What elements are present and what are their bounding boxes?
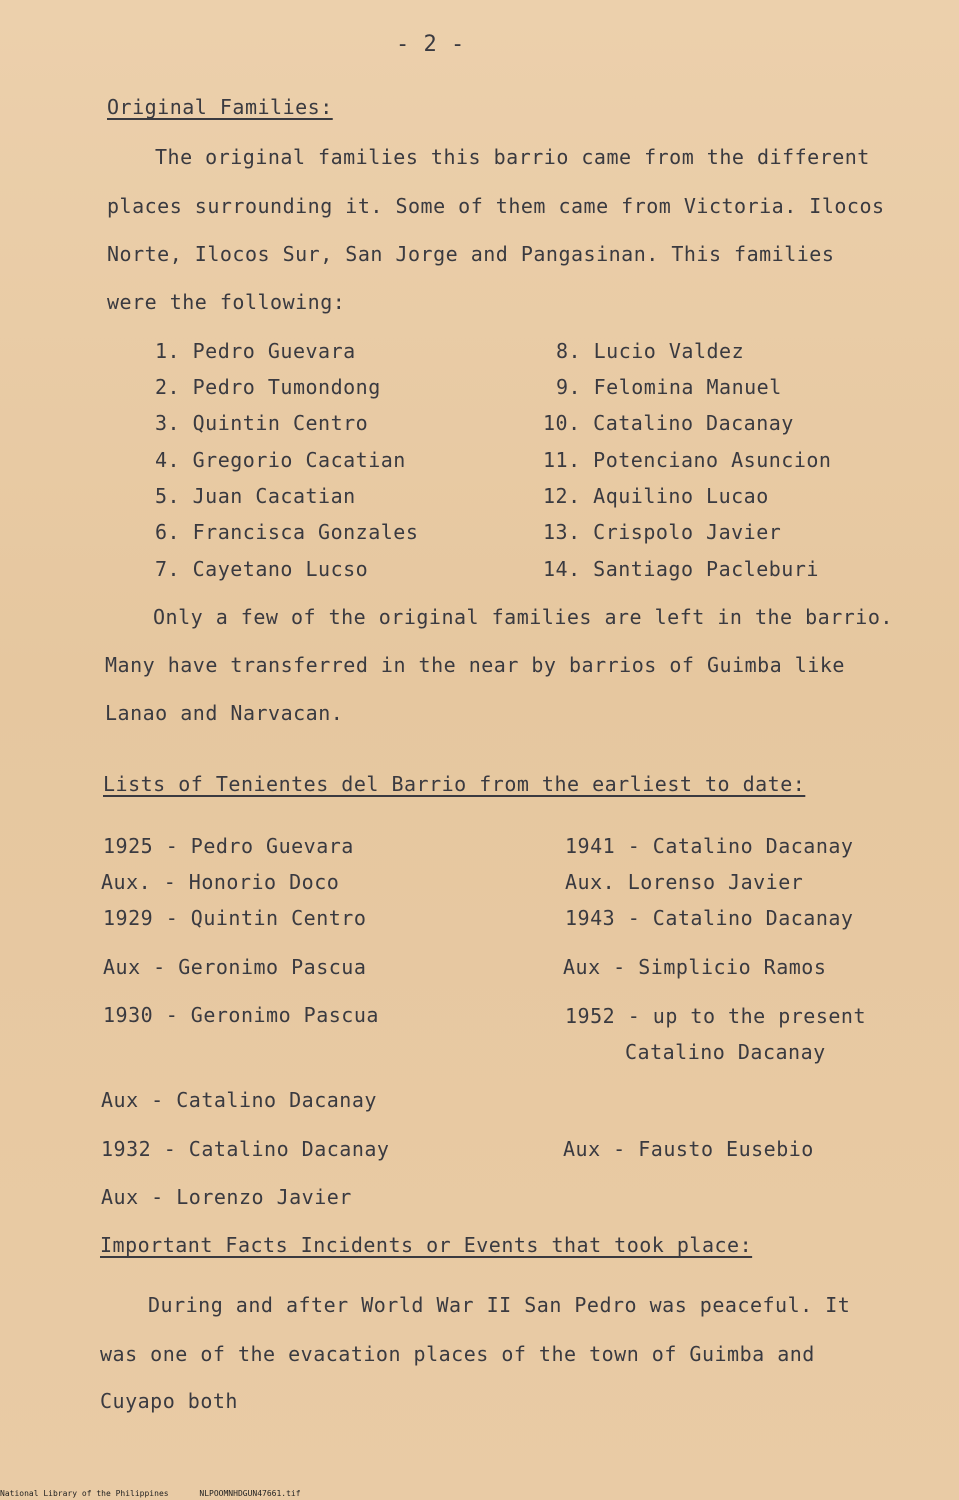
footer-source: National Library of the Philippines bbox=[0, 1489, 169, 1498]
family-list-item: 6. Francisca Gonzales bbox=[155, 520, 419, 544]
original-families-heading: Original Families: bbox=[107, 95, 333, 119]
teniente-entry: 1930 - Geronimo Pascua bbox=[103, 1003, 379, 1027]
teniente-entry: Aux. Lorenso Javier bbox=[565, 870, 804, 894]
teniente-entry: Aux - Catalino Dacanay bbox=[101, 1088, 377, 1112]
family-list-item: 4. Gregorio Cacatian bbox=[155, 448, 406, 472]
paragraph-line: During and after World War II San Pedro was peaceful. It bbox=[148, 1293, 851, 1317]
family-list-item: 12. Aquilino Lucao bbox=[543, 484, 769, 508]
events-heading: Important Facts Incidents or Events that took place: bbox=[100, 1233, 753, 1257]
paragraph-line: The original families this barrio came from the different bbox=[155, 145, 870, 169]
teniente-entry: 1925 - Pedro Guevara bbox=[103, 834, 354, 858]
teniente-entry: Catalino Dacanay bbox=[625, 1040, 826, 1064]
teniente-entry: Aux - Simplicio Ramos bbox=[563, 955, 827, 979]
paragraph-line: Norte, Ilocos Sur, San Jorge and Pangasinan. This families bbox=[107, 242, 835, 266]
paragraph-line: was one of the evacation places of the town of Guimba and bbox=[100, 1342, 815, 1366]
footer-file: NLPOOMNHDGUN47661.tif bbox=[199, 1489, 301, 1498]
family-list-item: 10. Catalino Dacanay bbox=[543, 411, 794, 435]
family-list-item: 1. Pedro Guevara bbox=[155, 339, 356, 363]
family-list-item: 5. Juan Cacatian bbox=[155, 484, 356, 508]
paragraph-line: places surrounding it. Some of them came from Victoria. Ilocos bbox=[107, 194, 885, 218]
family-list-item: 8. Lucio Valdez bbox=[556, 339, 745, 363]
family-list-item: 14. Santiago Pacleburi bbox=[543, 557, 819, 581]
teniente-entry: Aux - Lorenzo Javier bbox=[101, 1185, 352, 1209]
family-list-item: 11. Potenciano Asuncion bbox=[543, 448, 832, 472]
family-list-item: 9. Felomina Manuel bbox=[556, 375, 782, 399]
teniente-entry: 1932 - Catalino Dacanay bbox=[101, 1137, 390, 1161]
teniente-entry: 1952 - up to the present bbox=[565, 1004, 866, 1028]
teniente-entry: 1943 - Catalino Dacanay bbox=[565, 906, 854, 930]
paragraph-line: were the following: bbox=[107, 290, 346, 314]
tenientes-heading: Lists of Tenientes del Barrio from the earliest to date: bbox=[103, 772, 806, 796]
family-list-item: 7. Cayetano Lucso bbox=[155, 557, 369, 581]
paragraph-line: Many have transferred in the near by barrios of Guimba like bbox=[105, 653, 845, 677]
teniente-entry: Aux. - Honorio Doco bbox=[101, 870, 340, 894]
scan-footer bbox=[0, 1489, 327, 1498]
paragraph-line: Lanao and Narvacan. bbox=[105, 701, 344, 725]
teniente-entry: 1941 - Catalino Dacanay bbox=[565, 834, 854, 858]
paragraph-line: Cuyapo both bbox=[100, 1389, 238, 1413]
page-number: - 2 - bbox=[396, 32, 465, 57]
teniente-entry: 1929 - Quintin Centro bbox=[103, 906, 367, 930]
family-list-item: 13. Crispolo Javier bbox=[543, 520, 782, 544]
paragraph-line: Only a few of the original families are left in the barrio. bbox=[153, 605, 893, 629]
family-list-item: 2. Pedro Tumondong bbox=[155, 375, 381, 399]
family-list-item: 3. Quintin Centro bbox=[155, 411, 369, 435]
teniente-entry: Aux - Fausto Eusebio bbox=[563, 1137, 814, 1161]
teniente-entry: Aux - Geronimo Pascua bbox=[103, 955, 367, 979]
